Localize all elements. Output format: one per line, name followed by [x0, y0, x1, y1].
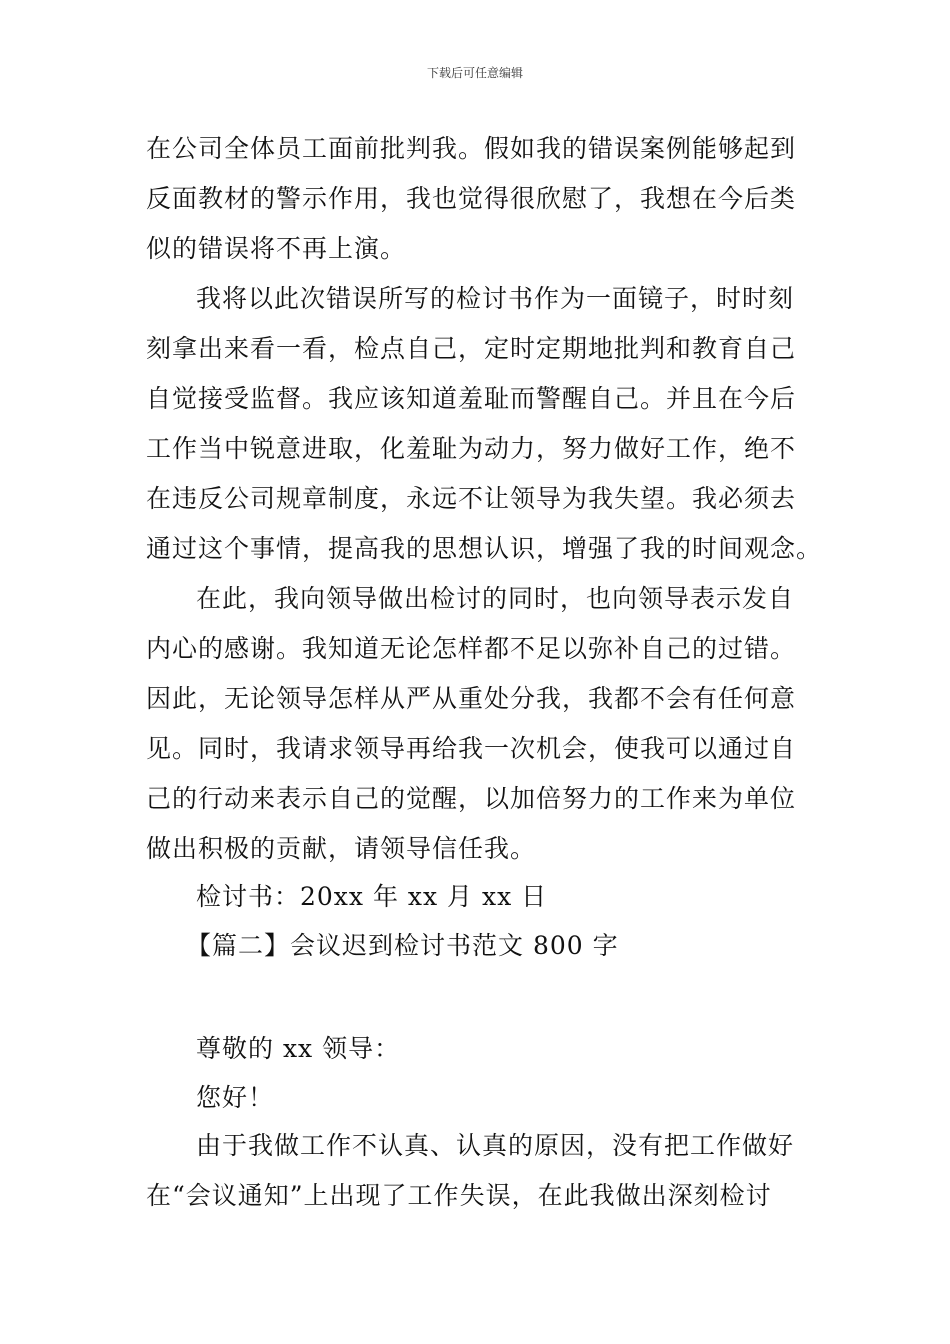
text-line: 内心的感谢。我知道无论怎样都不足以弥补自己的过错。	[146, 634, 797, 663]
text-line: 自觉接受监督。我应该知道羞耻而警醒自己。并且在今后	[146, 384, 797, 413]
text-line: 似的错误将不再上演。	[146, 234, 407, 263]
text-line: 刻拿出来看一看，检点自己，定时定期地批判和教育自己	[146, 334, 797, 363]
text-line: 反面教材的警示作用，我也觉得很欣慰了，我想在今后类	[146, 184, 797, 213]
text-line: 己的行动来表示自己的觉醒，以加倍努力的工作来为单位	[146, 784, 797, 813]
text-line: 做出积极的贡献，请领导信任我。	[146, 834, 537, 863]
section-heading: 【篇二】会议迟到检讨书范文 800 字	[186, 931, 619, 960]
text-line: 由于我做工作不认真、认真的原因，没有把工作做好	[196, 1131, 795, 1160]
text-line: 在公司全体员工面前批判我。假如我的错误案例能够起到	[146, 134, 797, 163]
text-line: 通过这个事情，提高我的思想认识，增强了我的时间观念。	[146, 534, 823, 563]
text-line: 因此，无论领导怎样从严从重处分我，我都不会有任何意	[146, 684, 797, 713]
text-line: 在“会议通知”上出现了工作失误，在此我做出深刻检讨	[146, 1181, 772, 1210]
greeting-line: 您好！	[196, 1083, 275, 1112]
signature-date-line: 检讨书：20xx 年 xx 月 xx 日	[196, 882, 548, 911]
text-line: 在违反公司规章制度，永远不让领导为我失望。我必须去	[146, 484, 797, 513]
text-line: 工作当中锐意进取，化羞耻为动力，努力做好工作，绝不	[146, 434, 797, 463]
text-line: 在此，我向领导做出检讨的同时，也向领导表示发自	[196, 584, 795, 613]
salutation-line: 尊敬的 xx 领导：	[196, 1034, 401, 1063]
text-line: 见。同时，我请求领导再给我一次机会，使我可以通过自	[146, 734, 797, 763]
text-line: 我将以此次错误所写的检讨书作为一面镜子，时时刻	[196, 284, 795, 313]
page-header: 下载后可任意编辑	[426, 66, 523, 80]
